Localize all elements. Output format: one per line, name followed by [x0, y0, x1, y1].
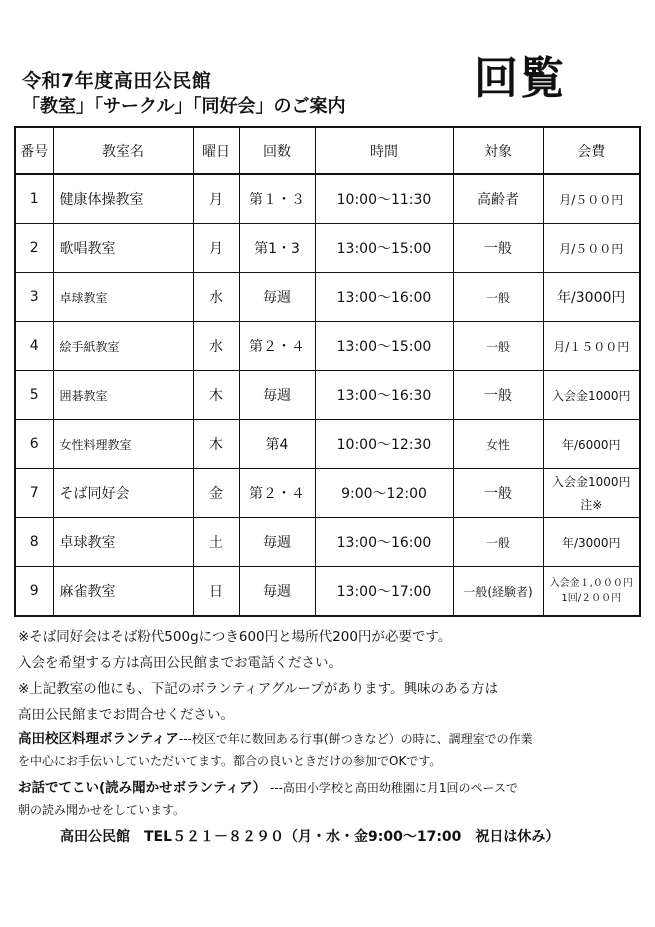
row-time: 13:00～16:30 — [315, 371, 453, 420]
row-number: 4 — [15, 322, 53, 371]
row-number: 2 — [15, 224, 53, 273]
volunteer-desc: 高田小学校と高田幼稚園に月1回のペースで — [282, 781, 518, 795]
row-target: 一般 — [453, 273, 543, 322]
row-fee-note: 注※ — [580, 498, 603, 512]
table-row — [15, 273, 640, 322]
row-target: 一般 — [453, 518, 543, 567]
volunteer-desc: 校区で年に数回ある行事(餅つきなど）の時に、調理室での作業 — [191, 732, 533, 746]
row-class-name: 健康体操教室 — [53, 174, 193, 224]
row-time: 13:00～16:00 — [315, 518, 453, 567]
notes-section — [18, 624, 638, 728]
circulation-stamp: 回覧 — [474, 53, 566, 104]
row-fee: 年/3000円 — [543, 273, 640, 322]
row-day: 月 — [193, 224, 239, 273]
row-time: 13:00～17:00 — [315, 567, 453, 617]
schedule-table — [14, 126, 641, 617]
row-fee: 月/１５００円 — [543, 322, 640, 371]
row-fee: 月/５００円 — [543, 174, 640, 224]
note-line: 入会を希望する方は高田公民館までお電話ください。 — [18, 655, 342, 671]
row-target: 一般 — [453, 224, 543, 273]
table-row — [15, 567, 640, 617]
col-header-time: 時間 — [315, 127, 453, 174]
table-row — [15, 469, 640, 518]
row-time: 10:00～12:30 — [315, 420, 453, 469]
row-frequency: 第２・４ — [239, 469, 315, 518]
row-target: 女性 — [453, 420, 543, 469]
row-class-name: 囲碁教室 — [53, 371, 193, 420]
row-time: 10:00～11:30 — [315, 174, 453, 224]
note-line: 高田公民館までお問合せください。 — [18, 707, 234, 723]
row-frequency: 毎週 — [239, 567, 315, 617]
row-class-name: 卓球教室 — [53, 273, 193, 322]
col-header-target: 対象 — [453, 127, 543, 174]
row-target: 高齢者 — [453, 174, 543, 224]
row-frequency: 毎週 — [239, 518, 315, 567]
row-class-name: 麻雀教室 — [53, 567, 193, 617]
row-fee-line2: 1回/２００円 — [561, 593, 622, 604]
volunteer-name: お話でてこい(読み聞かせボランティア） — [18, 780, 267, 796]
row-day: 木 — [193, 371, 239, 420]
contact-footer: 高田公民館 TEL５２１－８２９０（月・水・金9:00～17:00 祝日は休み） — [60, 829, 560, 845]
table-row — [15, 224, 640, 273]
row-fee-line1: 入会金１,０００円 — [549, 578, 633, 589]
volunteer-sep: --- — [269, 781, 283, 795]
row-number: 8 — [15, 518, 53, 567]
volunteer-cooking — [18, 728, 643, 772]
row-target: 一般(経験者) — [453, 567, 543, 617]
row-time: 13:00～16:00 — [315, 273, 453, 322]
row-fee: 年/3000円 — [543, 518, 640, 567]
table-row — [15, 174, 640, 224]
page-subtitle: 「教室」「サークル」「同好会」のご案内 — [22, 96, 346, 117]
row-number: 3 — [15, 273, 53, 322]
row-day: 月 — [193, 174, 239, 224]
row-class-name: そば同好会 — [53, 469, 193, 518]
row-class-name: 歌唱教室 — [53, 224, 193, 273]
row-target: 一般 — [453, 322, 543, 371]
row-time: 9:00～12:00 — [315, 469, 453, 518]
row-fee — [543, 567, 640, 617]
row-frequency: 第1・3 — [239, 224, 315, 273]
row-number: 6 — [15, 420, 53, 469]
row-class-name: 絵手紙教室 — [53, 322, 193, 371]
volunteer-reading — [18, 777, 643, 821]
col-header-class-name: 教室名 — [53, 127, 193, 174]
volunteer-name: 高田校区料理ボランティア — [18, 731, 179, 747]
row-target: 一般 — [453, 371, 543, 420]
row-frequency: 第２・４ — [239, 322, 315, 371]
table-row — [15, 322, 640, 371]
row-number: 7 — [15, 469, 53, 518]
row-fee: 入会金1000円 — [543, 371, 640, 420]
table-row — [15, 371, 640, 420]
row-fee: 月/５００円 — [543, 224, 640, 273]
row-frequency: 毎週 — [239, 273, 315, 322]
note-line: ※上記教室の他にも、下記のボランティアグループがあります。興味のある方は — [18, 681, 499, 697]
row-class-name: 女性料理教室 — [53, 420, 193, 469]
row-fee — [543, 469, 640, 518]
row-frequency: 第１・３ — [239, 174, 315, 224]
row-time: 13:00～15:00 — [315, 322, 453, 371]
row-number: 9 — [15, 567, 53, 617]
table-row — [15, 518, 640, 567]
row-number: 5 — [15, 371, 53, 420]
row-number: 1 — [15, 174, 53, 224]
row-frequency: 毎週 — [239, 371, 315, 420]
col-header-day: 曜日 — [193, 127, 239, 174]
row-target: 一般 — [453, 469, 543, 518]
row-fee-line1: 入会金1000円 — [551, 475, 631, 489]
col-header-fee: 会費 — [543, 127, 640, 174]
table-header-row — [15, 127, 640, 174]
row-day: 木 — [193, 420, 239, 469]
row-fee: 年/6000円 — [543, 420, 640, 469]
row-day: 土 — [193, 518, 239, 567]
col-header-number: 番号 — [15, 127, 53, 174]
page-title: 令和7年度高田公民館 — [22, 70, 212, 92]
table-row — [15, 420, 640, 469]
volunteer-sep: --- — [178, 732, 192, 746]
volunteer-desc: 朝の読み聞かせをしています。 — [18, 803, 186, 817]
note-line: ※そば同好会はそば粉代500gにつき600円と場所代200円が必要です。 — [18, 629, 452, 645]
row-day: 水 — [193, 322, 239, 371]
col-header-frequency: 回数 — [239, 127, 315, 174]
row-time: 13:00～15:00 — [315, 224, 453, 273]
row-day: 金 — [193, 469, 239, 518]
row-day: 日 — [193, 567, 239, 617]
volunteer-desc: を中心にお手伝いしていただいてます。都合の良いときだけの参加でOKです。 — [18, 754, 442, 768]
row-frequency: 第4 — [239, 420, 315, 469]
row-class-name: 卓球教室 — [53, 518, 193, 567]
row-day: 水 — [193, 273, 239, 322]
